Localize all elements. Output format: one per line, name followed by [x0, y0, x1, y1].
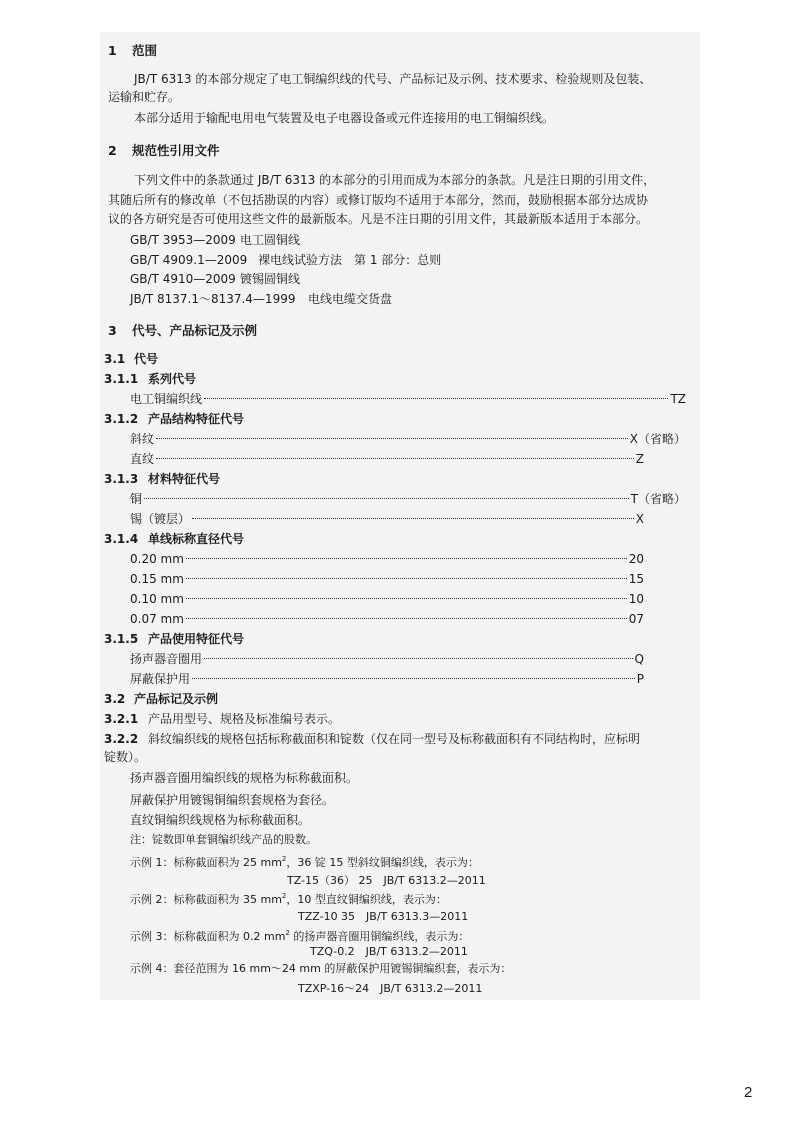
code-value: TZ [670, 392, 686, 406]
paragraph: 屏蔽保护用镀锡铜编织套规格为套径。 [130, 793, 335, 807]
superscript: 2 [285, 929, 290, 937]
code-label: 斜纹 [130, 432, 155, 446]
reference-name: 电工圆铜线 [240, 233, 301, 247]
section-1-heading [108, 42, 157, 60]
clause-text: 产品用型号、规格及标准编号表示。 [148, 712, 341, 726]
code-value: 20 [628, 552, 644, 566]
reference-code: JB/T 8137.1～8137.4—1999 [130, 292, 296, 306]
reference-code: GB/T 4909.1—2009 [130, 253, 248, 267]
example-2 [130, 887, 447, 909]
code-label: 扬声器音圈用 [130, 652, 203, 666]
clause-number: 3.2.1 [104, 712, 139, 726]
code-value: X（省略） [629, 432, 686, 446]
superscript: 2 [281, 892, 287, 900]
example-text: ，36 锭 15 型斜纹铜编织线，表示为： [286, 856, 479, 869]
paragraph: 直纹铜编织线规格为标称截面积。 [130, 813, 311, 827]
section-title: 规范性引用文件 [132, 143, 220, 158]
subsection-3-1-2-heading [104, 410, 244, 428]
code-value: P [636, 672, 644, 686]
example-4 [130, 960, 511, 978]
section-2-heading [108, 142, 220, 160]
example-mark: TZ-15（36） 25 JB/T 6313.2—2011 [287, 874, 486, 887]
subsection-title: 产品结构特征代号 [148, 412, 245, 426]
code-value: 07 [628, 612, 644, 626]
clause-text: 斜纹编织线的规格包括标称截面积和锭数（仅在同一型号及标称截面积有不同结构时，应标明 [148, 732, 641, 746]
example-label: 示例 4： [130, 962, 174, 975]
subsection-3-2-heading [104, 690, 218, 708]
subsection-number: 3.1.2 [104, 412, 139, 426]
example-text: 标称截面积为 25 mm [173, 856, 282, 869]
subsection-title: 产品标记及示例 [134, 692, 219, 706]
leader-dots [186, 578, 627, 579]
reference-name: 电线电缆交货盘 [308, 292, 393, 306]
paragraph: JB/T 6313 的本部分规定了电工铜编织线的代号、产品标记及示例、技术要求、检验规则及包装、 [134, 72, 652, 86]
paragraph: 其随后所有的修改单（不包括勘误的内容）或修订版均不适用于本部分，然而，鼓励根据本部分达成协 [108, 193, 649, 207]
reference-item [130, 231, 300, 249]
section-title: 范围 [132, 43, 158, 58]
scanned-page-area [100, 32, 700, 1000]
reference-item [130, 290, 392, 308]
leader-dots [204, 658, 633, 659]
reference-code: GB/T 3953—2009 [130, 233, 236, 247]
reference-code: GB/T 4910—2009 [130, 272, 236, 286]
paragraph: 运输和贮存。 [108, 90, 181, 104]
leader-dots [156, 438, 628, 439]
section-title: 代号、产品标记及示例 [132, 323, 258, 338]
example-label: 示例 3： [130, 930, 174, 943]
example-text: 标称截面积为 0.2 mm [173, 930, 286, 943]
code-item [130, 430, 686, 448]
code-value: X [635, 512, 644, 526]
leader-dots [192, 678, 635, 679]
paragraph: 议的各方研究是否可使用这些文件的最新版本。凡是不注日期的引用文件，其最新版本适用于本部分。 [108, 212, 649, 226]
code-item [130, 550, 644, 568]
reference-item [130, 270, 300, 288]
subsection-title: 材料特征代号 [148, 472, 221, 486]
code-value: Q [634, 652, 644, 666]
code-value: 10 [628, 592, 644, 606]
leader-dots [144, 498, 629, 499]
subsection-3-1-5-heading [104, 630, 244, 648]
code-item [130, 570, 644, 588]
example-text: 套径范围为 16 mm～24 mm 的屏蔽保护用镀锡铜编织套，表示为： [173, 962, 512, 975]
code-label: 电工铜编织线 [130, 392, 203, 406]
clause-number: 3.2.2 [104, 732, 139, 746]
example-mark: TZQ-0.2 JB/T 6313.2—2011 [310, 945, 468, 958]
subsection-3-1-3-heading [104, 470, 220, 488]
example-text: 的扬声器音圈用铜编织线，表示为： [289, 930, 470, 943]
code-value: 15 [628, 572, 644, 586]
subsection-number: 3.1 [104, 352, 126, 366]
subsection-3-1-4-heading [104, 530, 244, 548]
paragraph: 锭数）。 [104, 750, 147, 764]
reference-name: 裸电线试验方法 第 1 部分：总则 [258, 253, 442, 267]
code-label: 铜 [130, 492, 143, 506]
code-label: 0.20 mm [130, 552, 184, 566]
example-label: 示例 2： [130, 893, 174, 906]
paragraph: 下列文件中的条款通过 JB/T 6313 的本部分的引用而成为本部分的条款。凡是注日期的引用文件， [134, 173, 656, 187]
code-label: 0.07 mm [130, 612, 184, 626]
code-value: T（省略） [630, 492, 686, 506]
leader-dots [192, 518, 634, 519]
code-label: 直纹 [130, 452, 155, 466]
clause-3-2-2 [104, 730, 640, 748]
leader-dots [204, 398, 668, 399]
code-value: Z [635, 452, 644, 466]
paragraph: 扬声器音圈用编织线的规格为标称截面积。 [130, 771, 359, 785]
example-label: 示例 1： [130, 856, 174, 869]
code-item [130, 390, 686, 408]
leader-dots [186, 558, 627, 559]
example-text: 标称截面积为 35 mm [173, 893, 282, 906]
subsection-number: 3.2 [104, 692, 126, 706]
code-label: 0.10 mm [130, 592, 184, 606]
clause-3-2-1 [104, 710, 340, 728]
subsection-title: 产品使用特征代号 [148, 632, 245, 646]
subsection-number: 3.1.1 [104, 372, 139, 386]
code-item [130, 510, 644, 528]
example-1 [130, 850, 479, 872]
example-text: ，10 型直纹铜编织线，表示为： [286, 893, 447, 906]
reference-item [130, 251, 441, 269]
section-number: 2 [108, 143, 117, 158]
code-item [130, 610, 644, 628]
subsection-3-1-1-heading [104, 370, 196, 388]
code-item [130, 490, 686, 508]
code-item [130, 590, 644, 608]
leader-dots [186, 598, 627, 599]
section-3-heading [108, 322, 257, 340]
code-item [130, 450, 644, 468]
subsection-title: 单线标称直径代号 [148, 532, 245, 546]
leader-dots [186, 618, 627, 619]
code-label: 0.15 mm [130, 572, 184, 586]
code-label: 屏蔽保护用 [130, 672, 191, 686]
code-item [130, 670, 644, 688]
reference-name: 镀锡圆铜线 [240, 272, 301, 286]
subsection-number: 3.1.4 [104, 532, 139, 546]
subsection-number: 3.1.5 [104, 632, 139, 646]
code-label: 锡（镀层） [130, 512, 191, 526]
paragraph: 本部分适用于输配电用电气装置及电子电器设备或元件连接用的电工铜编织线。 [134, 111, 555, 125]
section-number: 3 [108, 323, 117, 338]
subsection-number: 3.1.3 [104, 472, 139, 486]
example-mark: TZZ-10 35 JB/T 6313.3—2011 [298, 910, 469, 923]
section-number: 1 [108, 43, 117, 58]
subsection-3-1-heading [104, 350, 158, 368]
subsection-title: 代号 [134, 352, 159, 366]
leader-dots [156, 458, 634, 459]
example-mark: TZXP-16～24 JB/T 6313.2—2011 [298, 982, 483, 995]
page-number: 2 [744, 1084, 753, 1101]
superscript: 2 [281, 855, 287, 863]
note: 注：锭数即单套铜编织线产品的股数。 [130, 833, 317, 846]
example-3 [130, 924, 469, 946]
code-item [130, 650, 644, 668]
subsection-title: 系列代号 [148, 372, 197, 386]
